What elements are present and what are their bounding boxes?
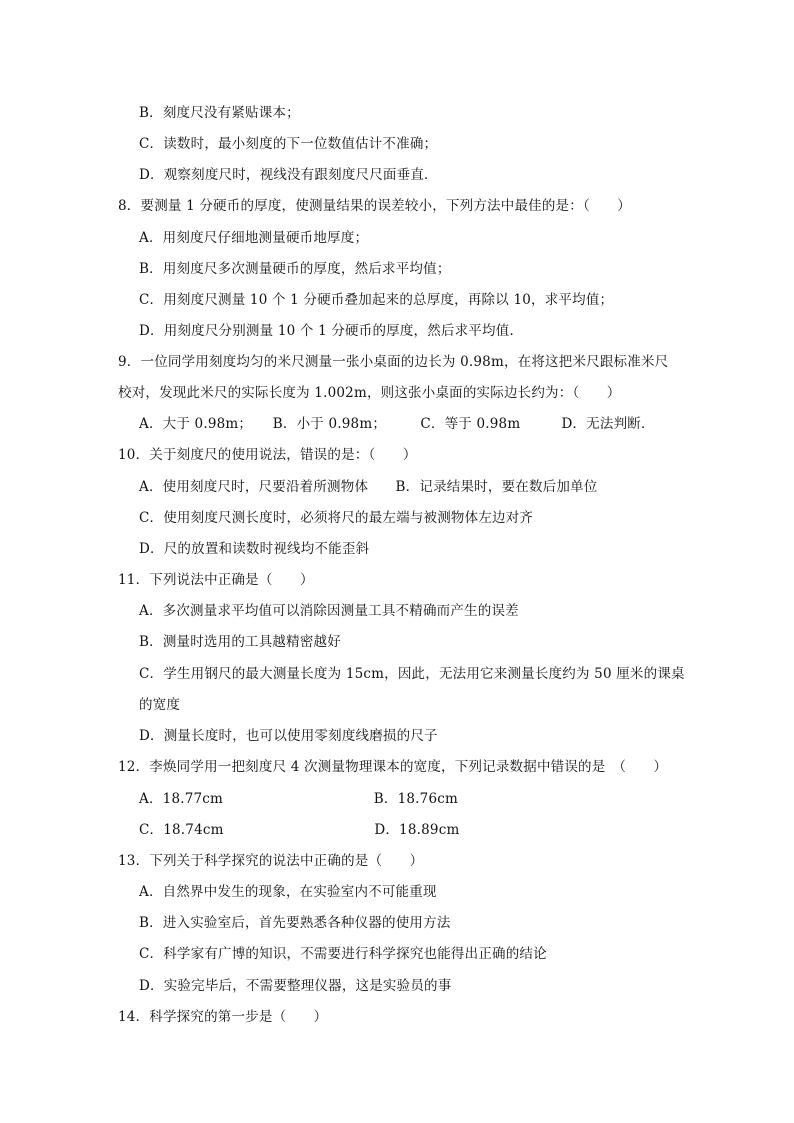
question-9-line-1: 9．一位同学用刻度均匀的米尺测量一张小桌面的边长为 0.98m，在将这把米尺跟标准米尺	[118, 354, 669, 370]
option-7c: C．读数时，最小刻度的下一位数值估计不准确；	[139, 136, 438, 152]
option-11c-cont: 的宽度	[139, 697, 181, 713]
option-13b: B．进入实验室后，首先要熟悉各种仪器的使用方法	[139, 915, 451, 931]
option-8d: D．用刻度尺分别测量 10 个 1 分硬币的厚度，然后求平均值．	[139, 323, 524, 339]
option-11c: C．学生用钢尺的最大测量长度为 15cm，因此，无法用它来测量长度约为 50 厘米的课桌	[139, 666, 685, 682]
options-12cd: C．18.74cm D．18.89cm	[139, 822, 460, 838]
option-11b: B．测量时选用的工具越精密越好	[139, 634, 341, 650]
option-8b: B．用刻度尺多次测量硬币的厚度，然后求平均值；	[139, 261, 451, 277]
question-9-line-2: 校对，发现此米尺的实际长度为 1.002m，则这张小桌面的实际边长约为：（ ）	[118, 385, 621, 401]
question-13: 13．下列关于科学探究的说法中正确的是（ ）	[118, 853, 424, 869]
option-7b: B．刻度尺没有紧贴课本；	[139, 105, 300, 121]
option-11a: A．多次测量求平均值可以消除因测量工具不精确而产生的误差	[139, 603, 519, 619]
option-8c: C．用刻度尺测量 10 个 1 分硬币叠加起来的总厚度，再除以 10，求平均值；	[139, 292, 614, 308]
option-11d: D．测量长度时，也可以使用零刻度线磨损的尺子	[139, 728, 438, 744]
question-12: 12．李焕同学用一把刻度尺 4 次测量物理课本的宽度，下列记录数据中错误的是 （ ）	[118, 759, 668, 775]
option-13a: A．自然界中发生的现象，在实验室内不可能重现	[139, 884, 437, 900]
question-10: 10．关于刻度尺的使用说法，错误的是：（ ）	[118, 447, 417, 463]
option-8a: A．用刻度尺仔细地测量硬币地厚度；	[139, 230, 369, 246]
option-13c: C．科学家有广博的知识，不需要进行科学探究也能得出正确的结论	[139, 946, 547, 962]
options-12ab: A．18.77cm B．18.76cm	[139, 791, 458, 807]
question-11: 11．下列说法中正确是（ ）	[118, 572, 314, 588]
option-7d: D．观察刻度尺时，视线没有跟刻度尺尺面垂直．	[139, 167, 438, 183]
question-8: 8．要测量 1 分硬币的厚度，使测量结果的误差较小，下列方法中最佳的是：（ ）	[118, 198, 632, 214]
options-10ab: A．使用刻度尺时，尺要沿着所测物体 B．记录结果时，要在数后加单位	[139, 479, 598, 495]
options-9: A．大于 0.98m； B．小于 0.98m； C．等于 0.98m D．无法判断．	[139, 416, 655, 432]
option-10c: C．使用刻度尺测长度时，必须将尺的最左端与被测物体左边对齐	[139, 510, 534, 526]
option-13d: D．实验完毕后，不需要整理仪器，这是实验员的事	[139, 978, 452, 994]
option-10d: D．尺的放置和读数时视线均不能歪斜	[139, 541, 370, 557]
question-14: 14．科学探究的第一步是（ ）	[118, 1009, 328, 1025]
